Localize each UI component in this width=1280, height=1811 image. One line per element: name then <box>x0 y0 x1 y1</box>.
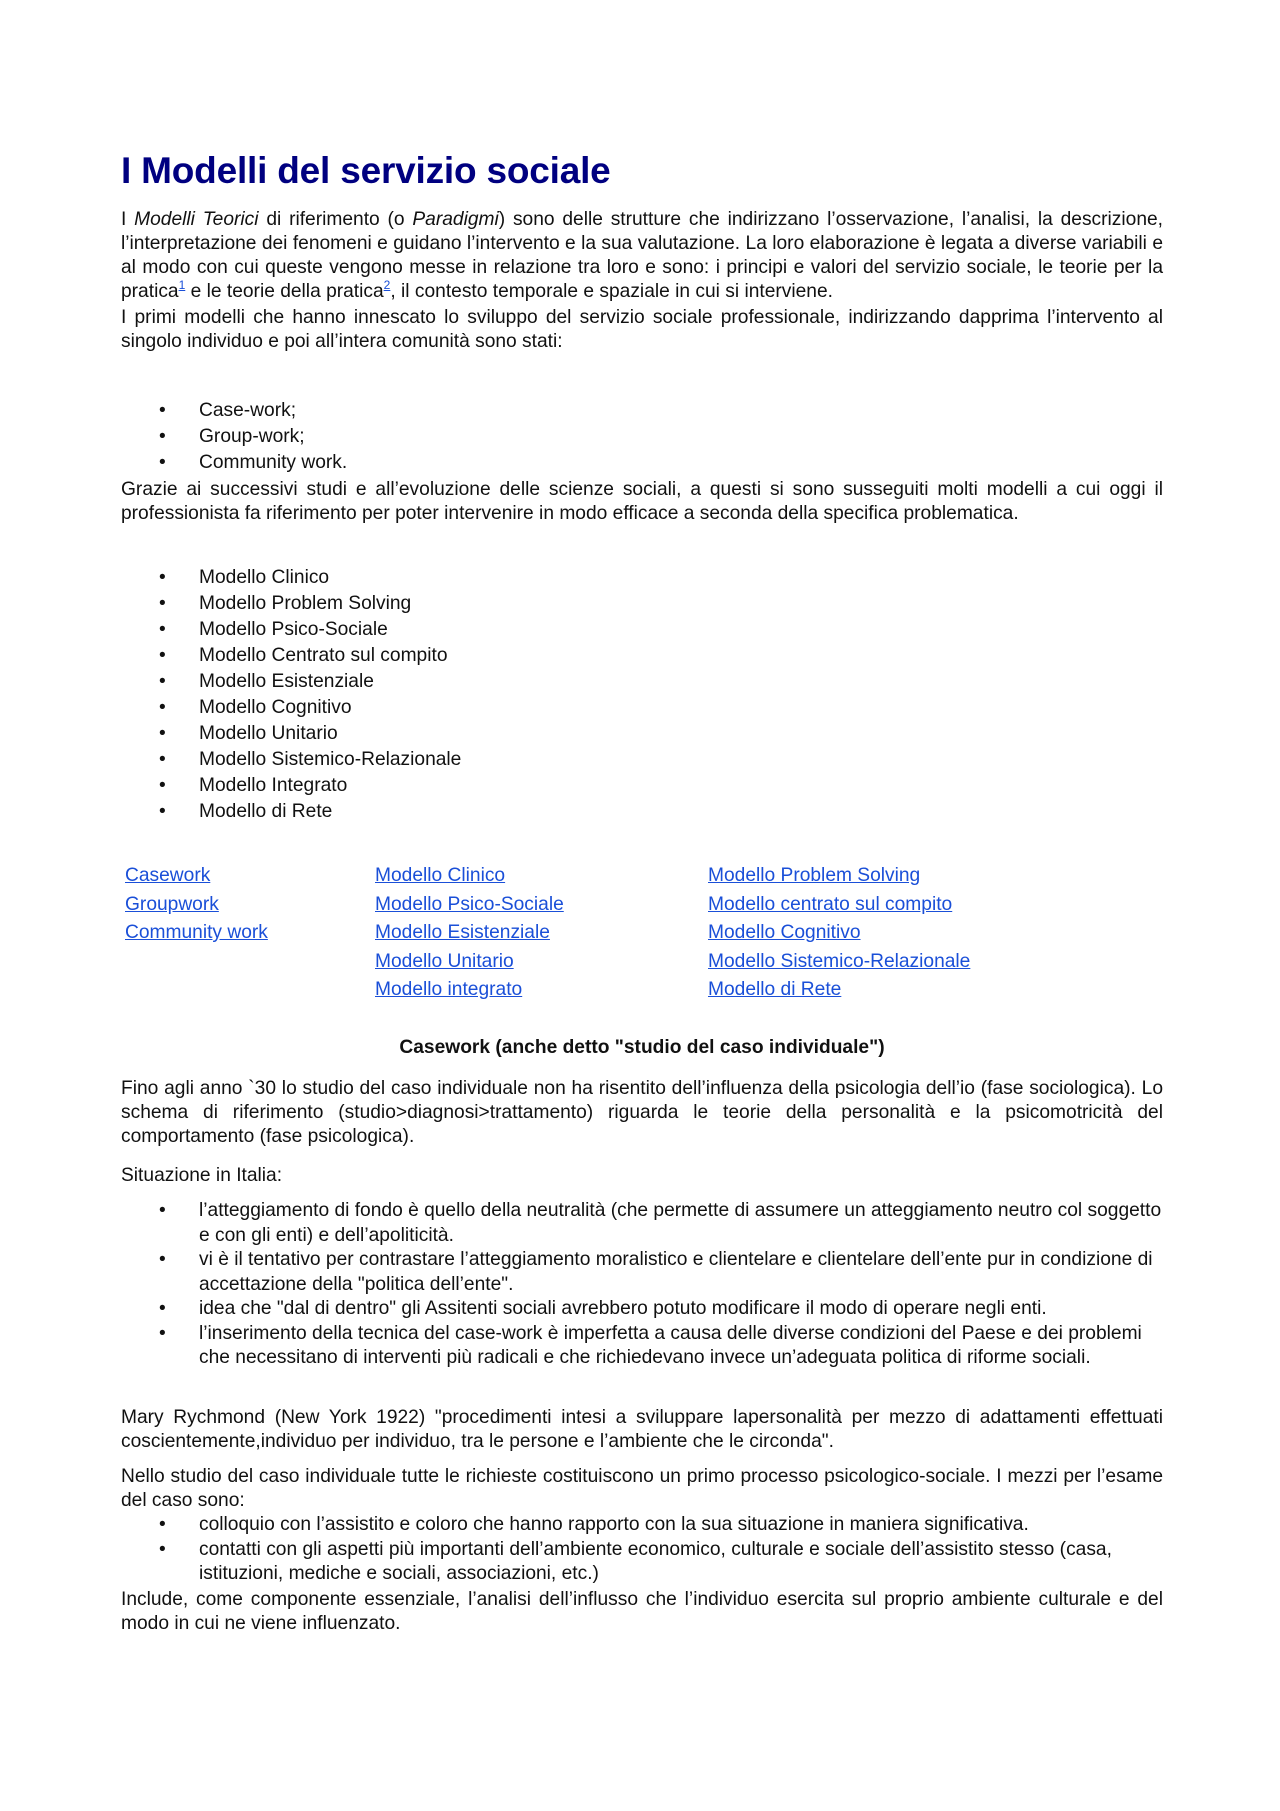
link-column-2 <box>375 862 564 1005</box>
list-item: • Group-work; <box>159 426 305 447</box>
intro-section <box>121 208 1163 354</box>
footnote-ref-2[interactable]: 2 <box>383 278 391 292</box>
link-modello-psico-sociale[interactable]: Modello Psico-Sociale <box>375 893 564 915</box>
list-item: • Modello Sistemico-Relazionale <box>159 749 462 770</box>
case-means-list <box>121 1513 1163 1587</box>
list-item: • Modello Unitario <box>159 723 338 744</box>
link-column-3 <box>708 862 970 1005</box>
casework-paragraph-1: Fino agli anno `30 lo studio del caso individuale non ha risentito dell’influenza della psicologia dell’io (fase sociologica). Lo schema di riferimento (studio>diagnosi>trattamento) riguarda le teorie della personalità e la psicomotricità del comportamento (fase psicologica). <box>121 1078 1163 1147</box>
link-modello-problem-solving[interactable]: Modello Problem Solving <box>708 865 921 886</box>
list-item: • Case-work; <box>159 400 297 421</box>
list-item: • Modello Clinico <box>159 567 330 588</box>
list-item: • l’atteggiamento di fondo è quello della neutralità (che permette di assumere un atteggiamento neutro col soggetto e con gli enti) e dell’apoliticità. <box>159 1200 1162 1246</box>
list-item: • Community work. <box>159 452 348 473</box>
list-item: • colloquio con l’assistito e coloro che hanno rapporto con la sua situazione in maniera significativa. <box>159 1514 1029 1535</box>
models-intro-paragraph: Grazie ai successivi studi e all’evoluzione delle scienze sociali, a questi si sono susseguiti molti modelli a cui oggi il professionista fa riferimento per poter intervenire in modo efficace a seconda della specifica problematica. <box>121 479 1163 524</box>
first-models-list <box>121 398 1163 476</box>
link-modello-cognitivo[interactable]: Modello Cognitivo <box>708 922 861 944</box>
list-item: • Modello Cognitivo <box>159 697 352 718</box>
casework-section-title: Casework (anche detto "studio del caso individuale") <box>399 1037 885 1058</box>
casework-paragraph-3: Mary Rychmond (New York 1922) "procedimenti intesi a sviluppare lapersonalità per mezzo di adattamenti effettuati coscientemente,individuo per individuo, tra le persone e l’ambiente che le circonda". <box>121 1407 1163 1452</box>
intro-paragraph-1: I Modelli Teorici di riferimento (o Paradigmi) sono delle strutture che indirizzano l’osservazione, l’analisi, la descrizione, l’interpretazione dei fenomeni e guidano l’intervento e la sua valutazione. La loro elaborazione è legata a diverse variabili e al modo con cui queste vengono messe in relazione tra loro e sono: i principi e valori del servizio sociale, le teorie per la pratica$^1$ e le teorie della pratica$^2$, il contesto temporale e spaziale in cui si interviene. <box>121 209 1163 302</box>
footnote-ref-1[interactable]: 1 <box>178 278 186 292</box>
list-item: • Modello Psico-Sociale <box>159 619 388 640</box>
link-column-1 <box>125 862 268 948</box>
link-community-work[interactable]: Community work <box>125 922 268 944</box>
list-item: • Modello Integrato <box>159 775 348 796</box>
list-item: • vi è il tentativo per contrastare l’atteggiamento moralistico e clientelare e clientelare dell’ente pur in condizione di accettazione della "politica dell’ente". <box>159 1249 1153 1295</box>
link-modello-di-rete[interactable]: Modello di Rete <box>708 979 842 1001</box>
italy-situation-list <box>121 1199 1163 1371</box>
page-title: I Modelli del servizio sociale <box>121 150 611 191</box>
list-item: • contatti con gli aspetti più importanti dell’ambiente economico, culturale e sociale dell’assistito stesso (casa, istituzioni, mediche e sociali, associazioni, etc.) <box>159 1538 1112 1584</box>
intro-paragraph-2: I primi modelli che hanno innescato lo sviluppo del servizio sociale professionale, indirizzando dapprima l’intervento al singolo individuo e poi all’intera comunità sono stati: <box>121 307 1163 352</box>
casework-paragraph-2: Situazione in Italia: <box>121 1165 283 1186</box>
link-modello-clinico[interactable]: Modello Clinico <box>375 865 506 886</box>
list-item: • l’inserimento della tecnica del case-work è imperfetta a causa delle diverse condizioni del Paese e dei problemi che necessitano di interventi più radicali e che richiedevano invece un’adeguata politica di riforme sociali. <box>159 1322 1142 1368</box>
link-modello-unitario[interactable]: Modello Unitario <box>375 950 514 972</box>
casework-paragraph-5: Include, come componente essenziale, l’analisi dell’influsso che l’individuo esercita sul proprio ambiente culturale e del modo in cui ne viene influenzato. <box>121 1589 1163 1634</box>
link-modello-centrato-sul-compito[interactable]: Modello centrato sul compito <box>708 893 953 915</box>
list-item: • Modello di Rete <box>159 801 333 822</box>
casework-paragraph-4: Nello studio del caso individuale tutte le richieste costituiscono un primo processo psicologico-sociale. I mezzi per l’esame del caso sono: <box>121 1466 1163 1511</box>
link-groupwork[interactable]: Groupwork <box>125 893 219 915</box>
list-item: • idea che "dal di dentro" gli Assitenti sociali avrebbero potuto modificare il modo di operare negli enti. <box>159 1298 1047 1319</box>
list-item: • Modello Esistenziale <box>159 671 374 692</box>
link-modello-integrato[interactable]: Modello integrato <box>375 979 523 1001</box>
list-item: • Modello Problem Solving <box>159 593 412 614</box>
list-item: • Modello Centrato sul compito <box>159 645 448 666</box>
link-modello-esistenziale[interactable]: Modello Esistenziale <box>375 922 550 944</box>
models-list <box>121 565 1163 825</box>
link-casework[interactable]: Casework <box>125 865 211 886</box>
link-modello-sistemico-relazionale[interactable]: Modello Sistemico-Relazionale <box>708 950 971 972</box>
